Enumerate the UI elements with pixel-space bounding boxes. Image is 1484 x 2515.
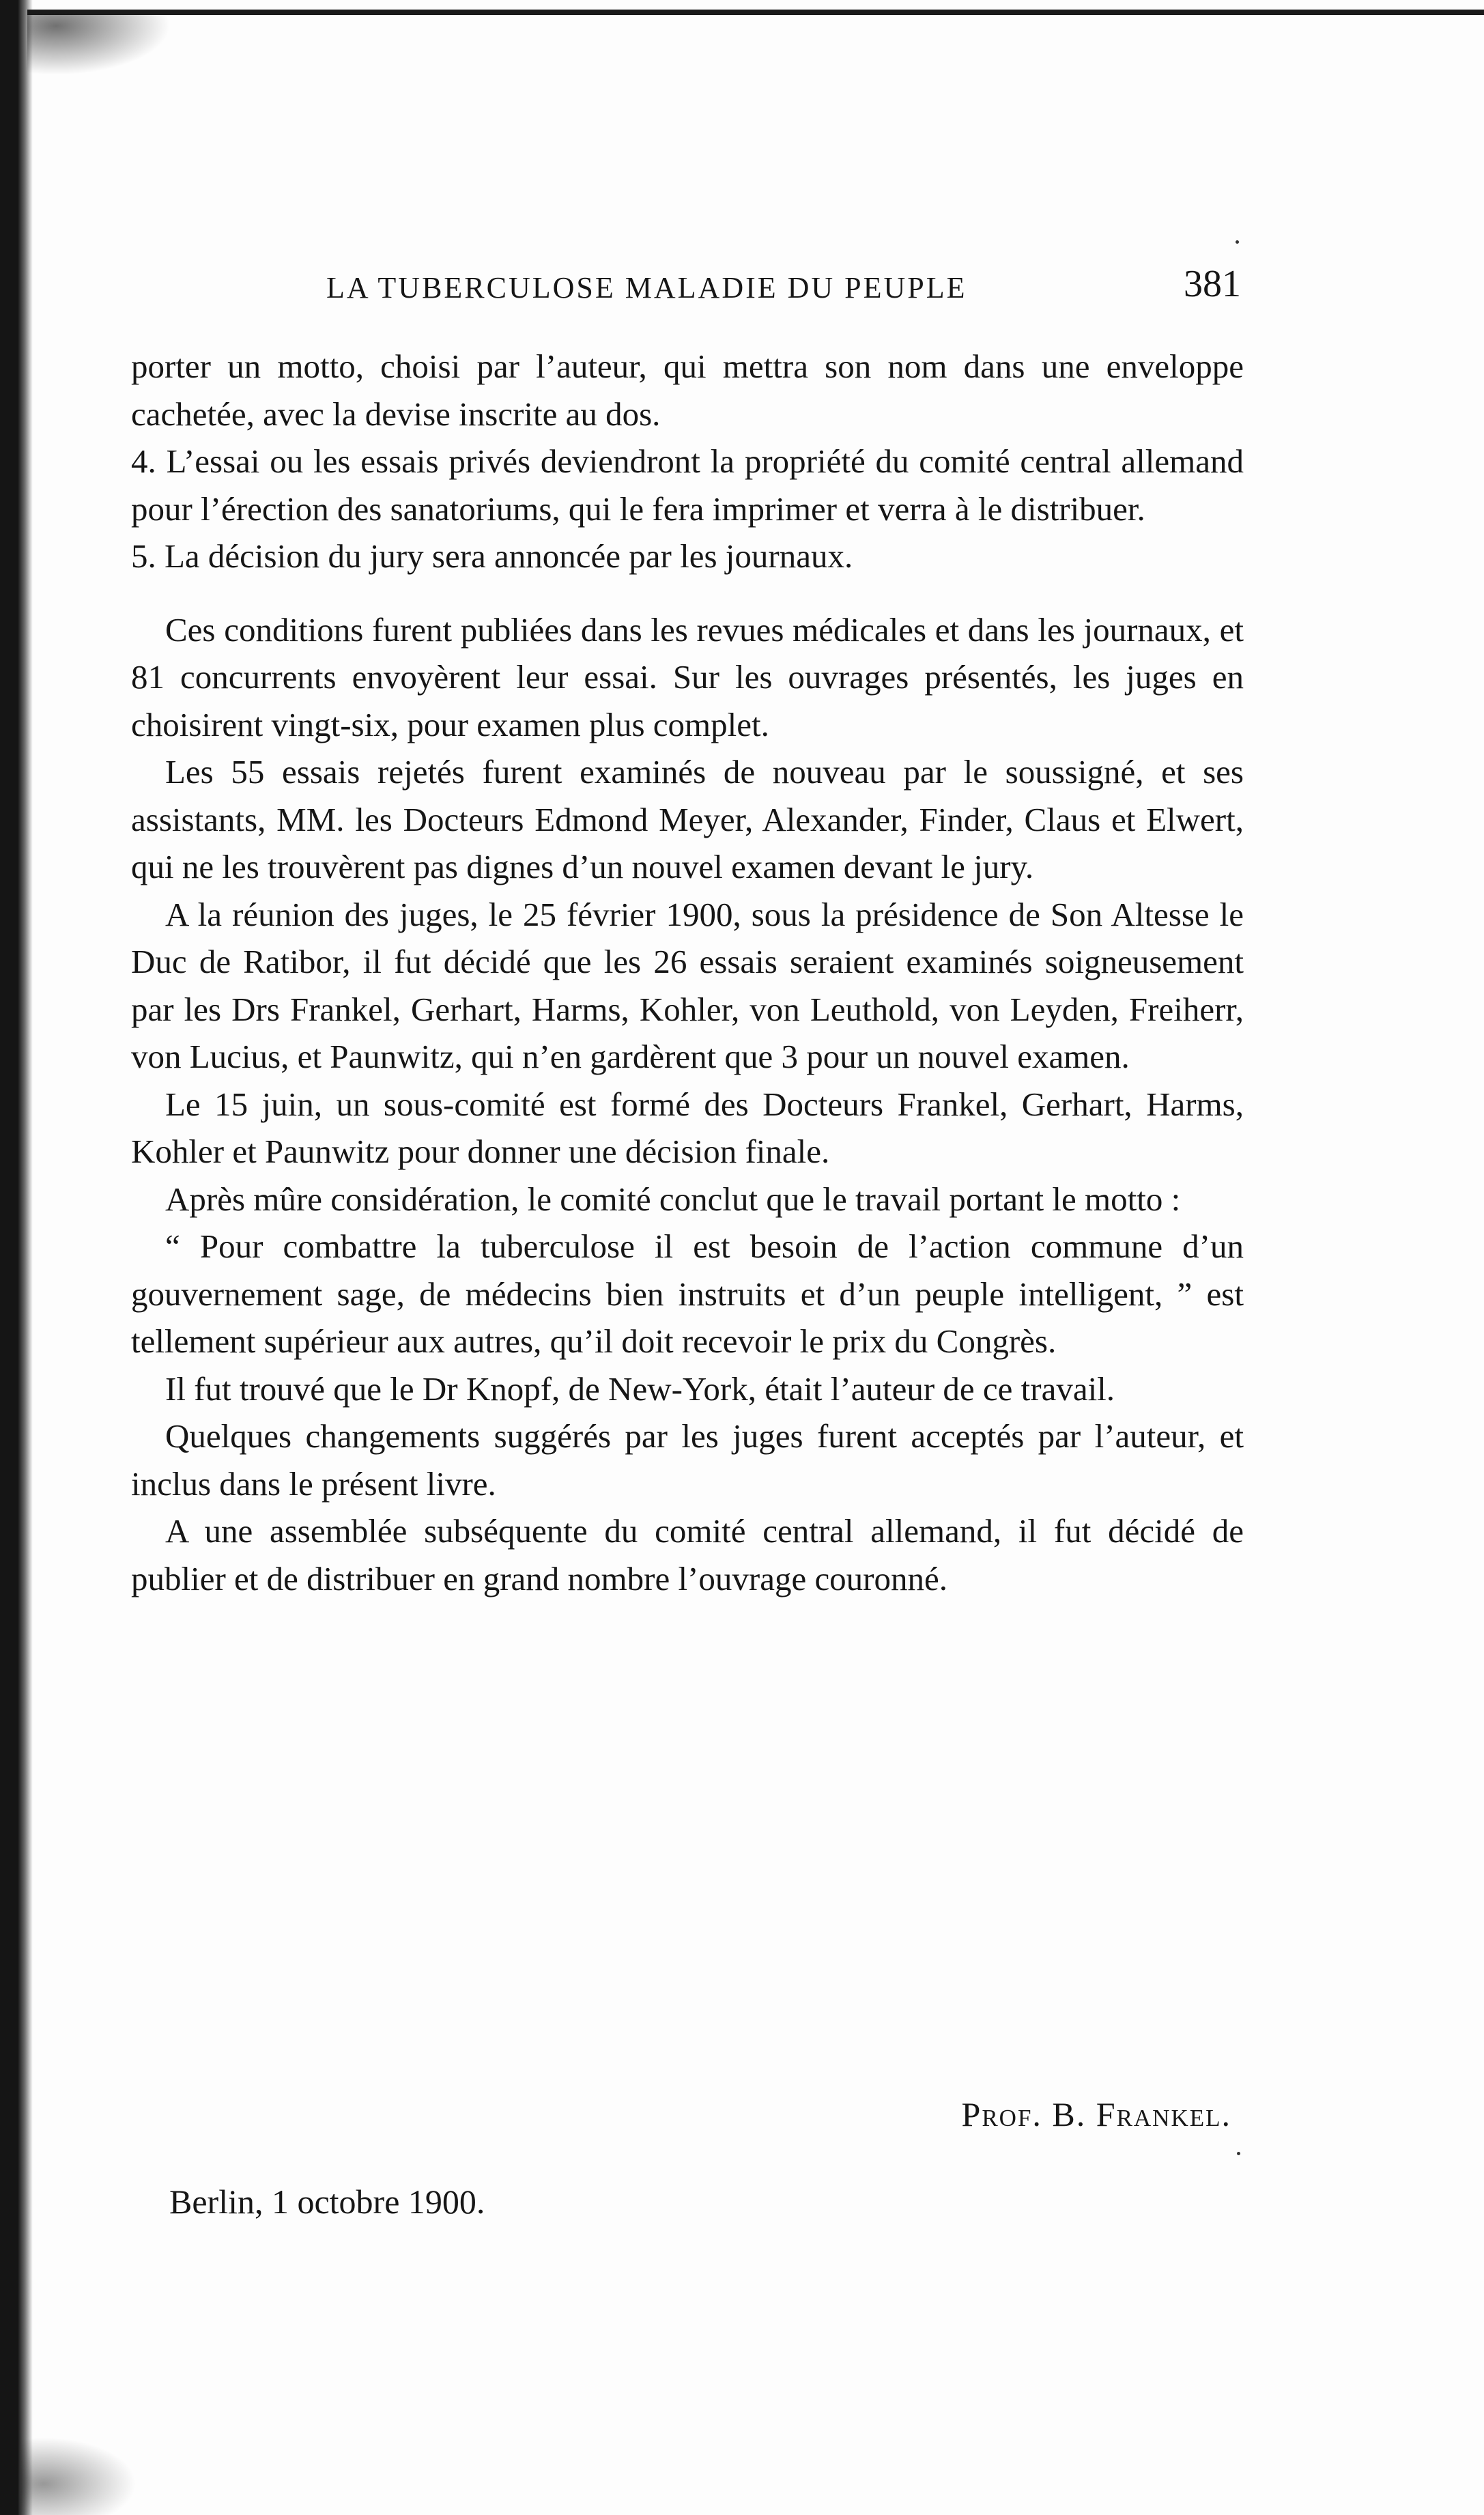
list-item-5: 5. La décision du jury sera annoncée par les journaux. [131,537,853,575]
paragraph-conditions: Ces conditions furent publiées dans les revues médicales et dans les journaux, et 81 concurrents envoyèrent leur essai. Sur les ouvrages présentés, les juges en choisirent vingt-six, pour examen plus complet. [131,610,1244,743]
paragraph-gap [131,580,1244,606]
paragraph-changes: Quelques changements suggérés par les juges furent acceptés par l’auteur, et inclus dans le présent livre. [131,1417,1244,1503]
paragraph-judges-meeting: A la réunion des juges, le 25 février 1900, sous la présidence de Son Altesse le Duc de Ratibor, il fut décidé que les 26 essais seraient examinés soigneusement par les Drs Frankel, Gerhart, Harms, Kohler, von Leuthold, von Leyden, Freiherr, von Lucius, et Paunwitz, qui n’en gardèrent que 3 pour un nouvel examen. [131,895,1244,1075]
scan-speck [1236,240,1239,244]
page-header [326,262,1241,310]
running-title: LA TUBERCULOSE MALADIE DU PEUPLE [326,271,967,304]
scan-speck [1237,2152,1240,2155]
page-top-border [27,10,1484,15]
corner-scan-artifact [27,14,171,75]
paragraph-author-found: Il fut trouvé que le Dr Knopf, de New-York, était l’auteur de ce travail. [165,1369,1115,1408]
paragraph-motto-quote: “ Pour combattre la tuberculose il est besoin de l’action commune d’un gouvernement sage, de médecins bien instruits et d’un peuple intelligent, ” est tellement supérieur aux autres, qu’il doit recevoir le prix du Congrès. [131,1227,1244,1360]
paragraph-continuation: porter un motto, choisi par l’auteur, qui mettra son nom dans une enveloppe cachetée, avec la devise inscrite au dos. [131,347,1244,433]
page-number: 381 [1184,263,1241,305]
paragraph-assembly: A une assemblée subséquente du comité central allemand, il fut décidé de publier et de distribuer en grand nombre l’ouvrage couronné. [131,1512,1244,1597]
bottom-scan-artifact [20,2437,137,2515]
list-item-4: 4. L’essai ou les essais privés deviendront la propriété du comité central allemand pour l’érection des sanatoriums, qui le fera imprimer et verra à le distribuer. [131,442,1244,528]
dateline: Berlin, 1 octobre 1900. [169,2183,485,2221]
body-text [131,343,1244,1602]
paragraph-subcommittee: Le 15 juin, un sous-comité est formé des Docteurs Frankel, Gerhart, Harms, Kohler et Paunwitz pour donner une décision finale. [131,1085,1244,1170]
paragraph-rejected-essays: Les 55 essais rejetés furent examinés de nouveau par le soussigné, et ses assistants, MM. les Docteurs Edmond Meyer, Alexander, Finder, Claus et Elwert, qui ne les trouvèrent pas dignes d’un nouvel examen devant le jury. [131,753,1244,885]
signature: Prof. B. Frankel. [961,2095,1231,2133]
page-left-edge-shadow [0,0,33,2515]
paragraph-consideration: Après mûre considération, le comité conclut que le travail portant le motto : [165,1180,1181,1218]
